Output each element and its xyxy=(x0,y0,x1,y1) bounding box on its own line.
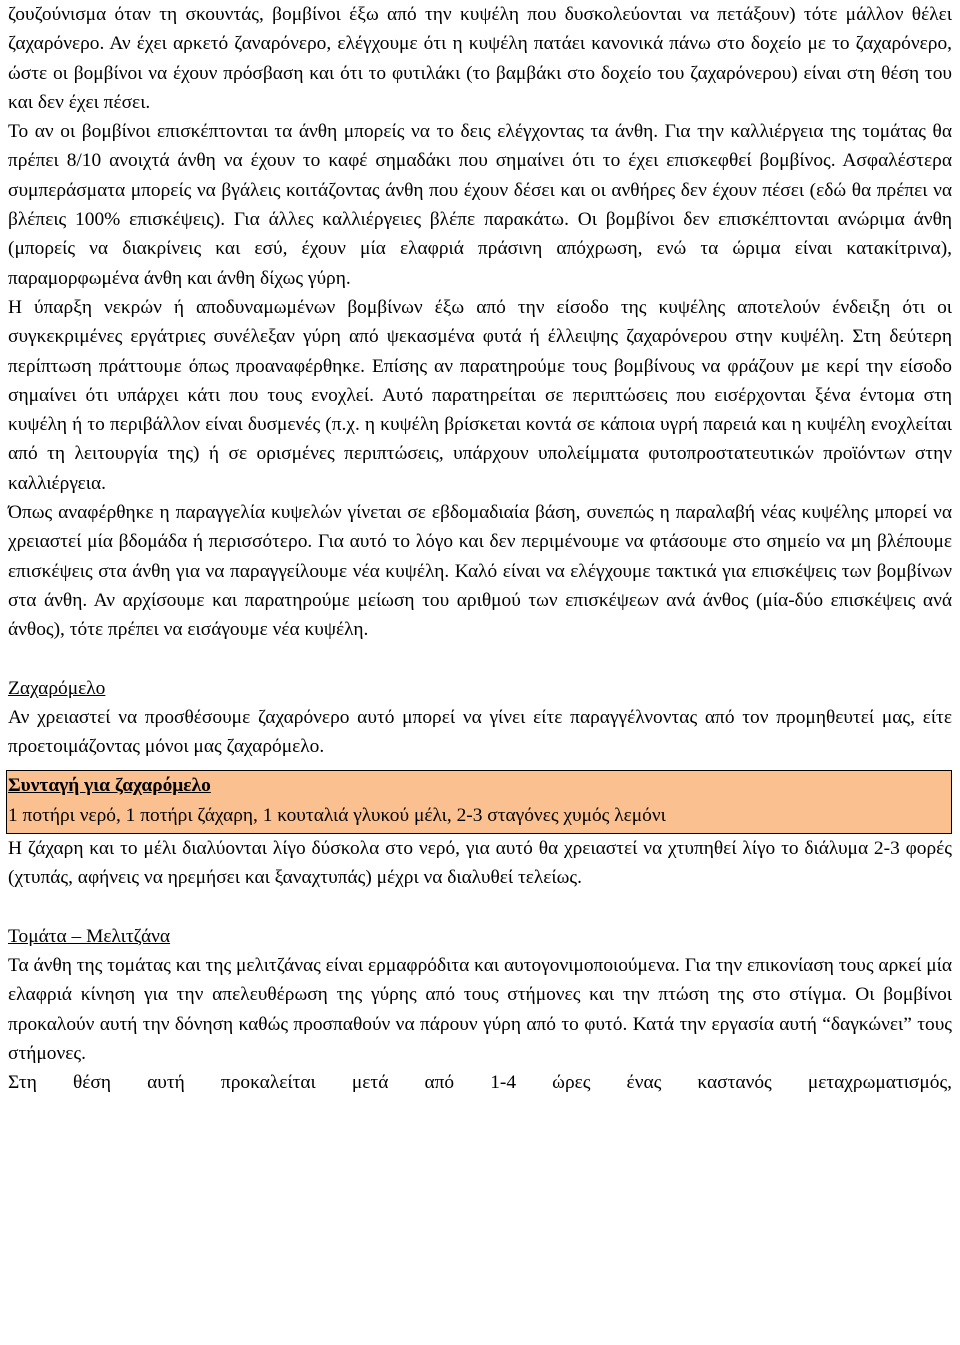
spacer xyxy=(8,893,952,922)
spacer xyxy=(8,645,952,674)
paragraph-sugar-honey: Αν χρειαστεί να προσθέσουμε ζαχαρόνερο αυτό μπορεί να γίνει είτε παραγγέλνοντας από τον προμηθευτεί μας, είτε προετοιμάζοντας μόνοι μας ζαχαρόμελο. xyxy=(8,706,952,758)
paragraph-hive-ordering: Όπως αναφέρθηκε η παραγγελία κυψελών γίνεται σε εβδομαδιαία βάση, συνεπώς η παραλαβή νέας κυψέλης μπορεί να χρειαστεί μία βδομάδα ή περισσότερο. Για αυτό το λόγο και δεν περιμένουμε να φτάσουμε στο σημείο να μη βλέπουμε επισκέψεις στα άνθη για να παραγγείλουμε νέα κυψέλη. Καλό είναι να ελέγχουμε τακτικά για επισκέψεις των βομβίνων στα άνθη. Αν αρχίσουμε και παρατηρούμε μείωση του αριθμού των επισκέψεων ανά άνθος (μία-δύο επισκέψεις ανά άνθος), τότε πρέπει να εισάγουμε νέα κυψέλη. xyxy=(8,502,952,641)
section-heading-tomato-eggplant: Τομάτα – Μελιτζάνα xyxy=(8,925,171,947)
paragraph-dead-bumblebees: Η ύπαρξη νεκρών ή αποδυναμωμένων βομβίνων έξω από την είσοδο της κυψέλης αποτελούν ένδειξη ότι οι συγκεκριμένες εργάτριες συνέλεξαν γύρη από ψεκασμένα φυτά ή έλλειψης ζαχαρόνερου στην κυψέλη. Στη δεύτερη περίπτωση πράττουμε όπως προαναφέρθηκε. Επίσης αν παρατηρούμε τους βομβίνους να φράζουν με κερί την είσοδο σημαίνει ότι υπάρχει κάτι που τους ενοχλεί. Αυτό παρατηρείται σε περιπτώσεις που εισέρχονται ξένα έντομα στη κυψέλη ή το περιβάλλον είναι δυσμενές (π.χ. η κυψέλη βρίσκεται κοντά σε κάποια υγρή παρειά και η κυψέλη ενοχλείται από τη λειτουργία της) ή σε ορισμένες περιπτώσεις, υπάρχουν υπολείμματα φυτοπροστατευτικών προϊόντων στην καλλιέργεια. xyxy=(8,296,952,494)
paragraph-dissolve: Η ζάχαρη και το μέλι διαλύονται λίγο δύσκολα στο νερό, για αυτό θα χρειαστεί να χτυπηθεί λίγο το διάλυμα 2-3 φορές (χτυπάς, αφήνεις να ηρεμήσει και ξαναχτυπάς) μέχρι να διαλυθεί τελείως. xyxy=(8,838,952,889)
recipe-title: Συνταγή για ζαχαρόμελο xyxy=(8,775,211,797)
section-heading-sugar-honey: Ζαχαρόμελο xyxy=(8,677,106,699)
paragraph-sugar-water-check: ζουζούνισμα όταν τη σκουντάς, βομβίνοι έξω από την κυψέλη που δυσκολεύονται να πετάξουν) τότε μάλλον θέλει ζαχαρόνερο. Αν έχει αρκετό ζαναρόνερο, ελέγχουμε ότι η κυψέλη πατάει κανονικά πάνω στο δοχείο με το ζαχαρόνερο, ώστε οι βομβίνοι να έχουν πρόσβαση και ότι το φυτιλάκι (το βαμβάκι στο δοχείο του ζαχαρόνερου) είναι στη θέση του και δεν έχει πέσει. xyxy=(8,4,952,113)
recipe-box xyxy=(6,770,952,834)
document-page xyxy=(8,0,952,1097)
paragraph-tomato-last-line: Στη θέση αυτή προκαλείται μετά από 1-4 ώρες ένας καστανός μεταχρωματισμός, xyxy=(8,1072,952,1094)
recipe-ingredients: 1 ποτήρι νερό, 1 ποτήρι ζάχαρη, 1 κουταλιά γλυκού μέλι, 2-3 σταγόνες χυμός λεμόνι xyxy=(8,804,666,826)
paragraph-tomato-eggplant: Τα άνθη της τομάτας και της μελιτζάνας είναι ερμαφρόδιτα και αυτογονιμοποιούμενα. Για την επικονίαση τους αρκεί μία ελαφριά κίνηση για την απελευθέρωση της γύρης από τους στήμονες και την πτώση της στο στίγμα. Οι βομβίνοι προκαλούν αυτή την δόνηση καθώς προσπαθούν να πάρουν γύρη από το φυτό. Κατά την εργασία αυτή “δαγκώνει” τους στήμονες. xyxy=(8,954,952,1064)
paragraph-flower-visits: Το αν οι βομβίνοι επισκέπτονται τα άνθη μπορείς να το δεις ελέγχοντας τα άνθη. Για την καλλιέργεια της τομάτας θα πρέπει 8/10 ανοιχτά άνθη να έχουν το καφέ σημαδάκι που σημαίνει ότι το έχει επισκεφθεί βομβίνος. Ασφαλέστερα συμπεράσματα μπορείς να βγάλεις κοιτάζοντας άνθη που έχουν δέσει και οι ανθήρες δεν έχουν πέσει (εδώ θα πρέπει να βλέπεις 100% επισκέψεις). Για άλλες καλλιέργειες βλέπε παρακάτω. Οι βομβίνοι δεν επισκέπτονται ανώριμα άνθη (μπορείς να διακρίνεις και εσύ, έχουν μία ελαφριά πράσινη απόχρωση, ενώ τα ώριμα είναι κατακίτρινα), παραμορφωμένα άνθη και άνθη δίχως γύρη. xyxy=(8,121,952,289)
